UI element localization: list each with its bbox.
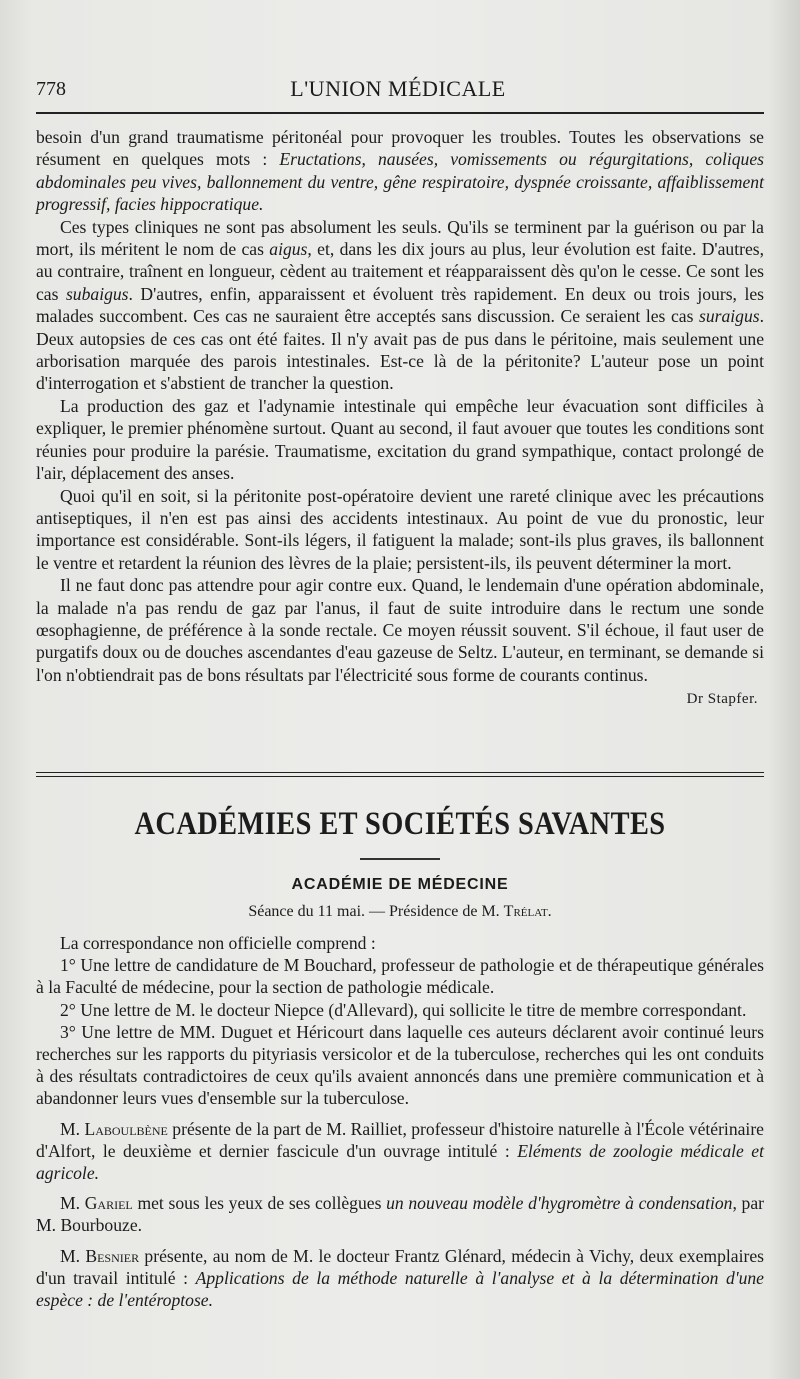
paragraph [36,574,764,686]
section-title: ACADÉMIES ET SOCIÉTÉS SAVANTES [134,806,666,842]
header-rule [36,112,764,114]
text-run: met sous les yeux de ses collègues [132,1193,387,1214]
text-run: 1° Une lettre de candidature de M Bouchard, professeur de pathologie et de thérapeutique générales à la Faculté de médecine, pour la section de pathologie médicale. [36,955,764,998]
italic-run: suraigus [698,306,760,327]
paragraph [36,954,764,998]
text-run: M. [60,1118,85,1139]
paragraph [36,1021,764,1110]
text-run: 2° Une lettre de M. le docteur Niepce (d'Allevard), qui sollicite le titre de membre correspondant. [60,999,747,1020]
page-header [36,74,760,104]
text-run: Ces types cliniques ne sont pas absolument les seuls. Qu'ils se terminent par la guérison ou par la mort, ils méritent le nom de cas [36,216,764,260]
proceedings-paragraphs [36,932,764,1311]
paragraph [36,1118,764,1185]
paragraph [36,126,764,216]
text-run: . D'autres, enfin, apparaissent et évoluent très rapidement. En deux ou trois jours, les malades succombent. Ces cas ne sauraient être acceptés sans discussion. Ce seraient les cas [36,283,764,327]
text-run: présente, au nom de M. le docteur Frantz Glénard, médecin à Vichy, deux exemplaires d'un travail intitulé : [36,1245,764,1288]
session-president: Trélat. [503,903,552,920]
text-run: , et, dans les dix jours au plus, leur évolution est faite. D'autres, au contraire, traînent en longueur, cèdent au traitement et réapparaissent dès qu'on le cesse. Ce sont les cas [36,239,764,304]
text-run: Quoi qu'il en soit, si la péritonite post-opératoire devient une rareté clinique avec les précautions antiseptiques, il n'en est pas ainsi des accidents intestinaux. Au point de vue du pronostic, leur importance est considérable. Sont-ils légers, il fatiguent la malade; sont-ils plus graves, ils ballonnent le ventre et retardent la réunion des lèvres de la plaie; persistent-ils, ils peuvent déterminer la mort. [36,485,764,573]
paragraph [36,216,764,395]
article-body [36,126,764,711]
paragraph [36,395,764,485]
text-run: La production des gaz et l'adynamie intestinale qui empêche leur évacuation sont difficiles à expliquer, le premier phénomène surtout. Quant au second, il faut avouer que toutes les conditions sont réunies pour produire la parésie. Traumatisme, excitation du grand sympathique, contact prolongé de l'air, déplacement des anses. [36,395,764,484]
page-number: 778 [36,78,66,100]
text-run: Il ne faut donc pas attendre pour agir contre eux. Quand, le lendemain d'une opération abdominale, la malade n'a pas rendu de gaz par l'anus, il faut de suite introduire dans le rectum une sonde œsophagienne, de préférence à la sonde rectale. Ce moyen réussit souvent. S'il échoue, il faut user de purgatifs doux ou de douches ascendantes d'eau gazeuse de Seltz. L'auteur, en terminant, se demande si l'on n'obtiendrait pas de bons résultats par l'électricité sous forme de courants continus. [36,575,764,685]
author-name: Laboulbène [84,1118,168,1139]
paragraph [36,999,764,1021]
subsection-title: ACADÉMIE DE MÉDECINE [291,876,509,893]
text-run: 3° Une lettre de MM. Duguet et Héricourt dans laquelle ces auteurs déclarent avoir continué leurs recherches sur les rapports du pityriasis versicolor et de la tuberculose, recherches qui les ont conduits à des résultats contradictoires de ceux qu'ils avaient annoncés dans une première communication et à abandonner leurs vues d'ensemble sur la tuberculose. [36,1021,764,1109]
running-head: L'UNION MÉDICALE [290,76,506,101]
session-line [36,903,764,921]
paragraph [36,1245,764,1312]
italic-run: Applications de la méthode naturelle à l'analyse et à la détermination d'une espèce : de l'entéroptose. [36,1267,764,1311]
author-name: Gariel [84,1193,133,1214]
article-paragraphs [36,126,764,686]
text-run: . Deux autopsies de ces cas ont été faites. Il n'y avait pas de pus dans le péritoine, mais seulement une arborisation marquée des parois intestinales. Est-ce là de la péritonite? L'auteur pose un point d'interrogation et s'abstient de trancher la question. [36,306,764,394]
text-run: M. [60,1193,85,1214]
paragraph [36,1192,764,1236]
italic-run: aigus [269,239,308,260]
title-underline [360,858,440,860]
italic-run: subaigus [65,283,129,304]
text-run: besoin d'un grand traumatisme péritonéal pour provoquer les troubles. Toutes les observations se résument en quelques mots : [36,127,764,170]
text-run: , par M. Bourbouze. [36,1193,764,1236]
paragraph [36,485,764,575]
proceedings-body [36,932,764,1311]
session-prefix: Séance du 11 mai. — Présidence de M. [248,903,504,920]
author-signature: Dr Stapfer. [686,691,758,708]
text-run: présente de la part de M. Railliet, professeur d'histoire naturelle à l'École vétérinaire d'Alfort, le deuxième et dernier fascicule d'un ouvrage intitulé : [36,1118,764,1161]
section-divider [36,772,764,777]
author-name: Besnier [85,1245,140,1266]
text-run: La correspondance non officielle comprend : [60,933,376,953]
italic-run: Eléments de zoologie médicale et agricole. [36,1140,765,1184]
italic-run: un nouveau modèle d'hygromètre à condensation [386,1193,733,1214]
italic-run: Eructations, nausées, vomissements ou régurgitations, coliques abdominales peu vives, ballonnement du ventre, gêne respiratoire, dyspnée croissante, affaiblissement progressif, facies hippocratique. [36,149,765,215]
text-run: M. [60,1245,86,1266]
paragraph [36,932,764,954]
